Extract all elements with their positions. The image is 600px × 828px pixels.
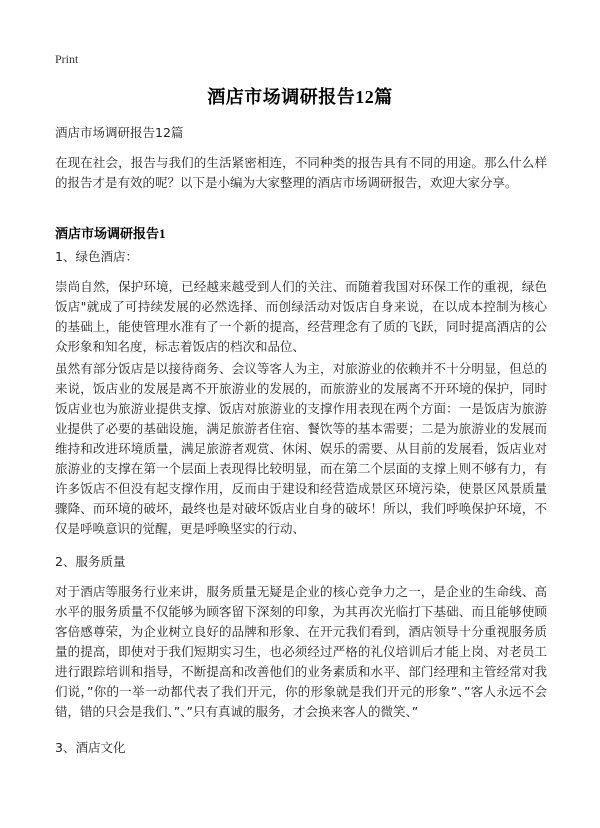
paragraph-service-quality: 对于酒店等服务行业来讲，服务质量无疑是企业的核心竞争力之一，是企业的生命线、高水平的服务质量不仅能够为顾客留下深刻的印象，为其再次光临打下基础、而且能够使顾客倍感尊荣，为企业树立良好的品牌和形象、在开元我们看到，酒店领导十分重视服务质量的提高，即使对于我们短期实习生，也必须经过严格的礼仪培训后才能上岗、对老员工进行跟踪培训和指导，不断提高和改善他们的业务素质和水平、部门经理和主管经常对我们说，”你的一举一动都代表了我们开元，你的形象就是我们开元的形象”、”客人永远不会错，错的只会是我们、”、”只有真诚的服务，才会换来客人的微笑、” [55, 584, 547, 719]
item-heading-green-hotel: 1、绿色酒店： [55, 249, 138, 264]
item-heading-hotel-culture: 3、酒店文化 [55, 740, 126, 755]
paragraph-green-hotel: 崇尚自然，保护环境，已经越来越受到人们的关注、而随着我国对环保工作的重视，绿色饭店"就成了可持续发展的必然选择、而创绿活动对饭店自身来说，在以成本控制为核心的基础上，能使管理水准有了一个新的提高，经营理念有了质的飞跃，同时提高酒店的公众形象和知名度，标志着饭店的档次和品位、 [55, 279, 547, 354]
intro-paragraph: 在现在社会，报告与我们的生活紧密相连，不同种类的报告具有不同的用途。那么什么样的报告才是有效的呢？以下是小编为大家整理的酒店市场调研报告，欢迎大家分享。 [55, 155, 547, 190]
print-link[interactable]: Print [55, 52, 79, 66]
item-heading-service-quality: 2、服务质量 [55, 554, 126, 569]
document-subtitle: 酒店市场调研报告12篇 [55, 125, 184, 140]
paragraph-tourism-support: 虽然有部分饭店是以接待商务、会议等客人为主，对旅游业的依赖并不十分明显，但总的来说，饭店业的发展是离不开旅游业的发展的，而旅游业的发展离不开环境的保护，同时饭店业也为旅游业提供支撑、饭店对旅游业的支撑作用表现在两个方面：一是饭店为旅游业提供了必要的基础设施，满足旅游者住宿、餐饮等的基本需要；二是为旅游业的发展而维持和改进环境质量，满足旅游者观赏、休闲、娱乐的需要、从目前的发展看，饭店业对旅游业的支撑在第一个层面上表现得比较明显，而在第二个层面的支撑上则不够有力，有许多饭店不但没有起支撑作用，反而由于建设和经营造成景区环境污染，使景区风景质量骤降、而环境的破坏，最终也是对破坏饭店业自身的破坏！所以，我们呼唤保护环境，不仅是呼唤意识的觉醒，更是呼唤坚实的行动、 [55, 361, 547, 536]
section-heading: 酒店市场调研报告1 [55, 226, 166, 241]
page-title: 酒店市场调研报告12篇 [207, 87, 393, 107]
